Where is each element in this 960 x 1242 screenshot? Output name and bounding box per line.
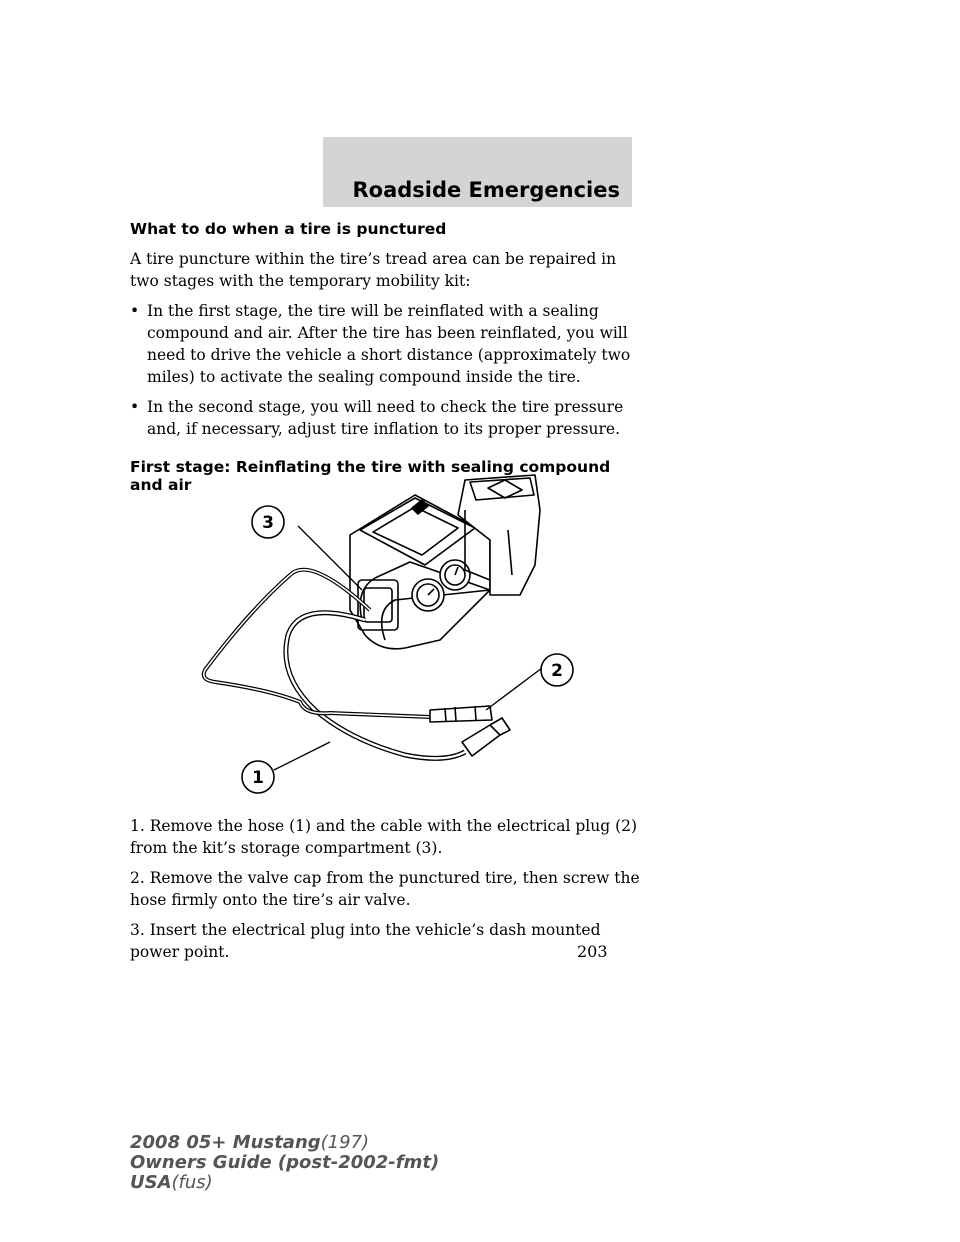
page-number: 203 (577, 942, 608, 961)
footer-line-3 (130, 1173, 439, 1193)
valve-connector (462, 725, 500, 756)
footer-market: USA (130, 1172, 172, 1193)
callout-label-3: 3 (262, 513, 274, 533)
section-title: Roadside Emergencies (352, 178, 620, 202)
bullet-text: In the first stage, the tire will be reinflated with a sealing compound and air. After the tire has been reinflated, you will need to drive the vehicle a short distance (approximately two miles) to activate the sealing compound inside the tire. (147, 302, 631, 386)
footer-model: 2008 05+ Mustang (130, 1132, 321, 1153)
bullet-icon: • (130, 398, 140, 416)
callout-label-1: 1 (252, 768, 264, 788)
callout-label-2: 2 (551, 661, 563, 681)
footer-model-code: (197) (320, 1132, 370, 1153)
footer-line-2 (130, 1153, 439, 1173)
heading-first-stage: First stage: Reinflating the tire with sealing compound and air (130, 458, 611, 494)
mobility-kit-illustration (190, 470, 590, 800)
footer-guide: Owners Guide (post-2002-fmt) (130, 1152, 440, 1173)
step-item: 3. Insert the electrical plug into the vehicle’s dash mounted power point. (130, 921, 601, 961)
steps-list (130, 815, 640, 971)
step-item: 1. Remove the hose (1) and the cable with the electrical plug (2) from the kit’s storage compartment (3). (130, 817, 638, 857)
bullet-text: In the second stage, you will need to check the tire pressure and, if necessary, adjust tire inflation to its proper pressure. (147, 398, 624, 438)
bullet-icon: • (130, 302, 140, 320)
bullet-item (130, 300, 640, 388)
footer-line-1 (130, 1133, 439, 1153)
bullet-item (130, 396, 640, 440)
step-item: 2. Remove the valve cap from the punctured tire, then screw the hose firmly onto the tire’s air valve. (130, 869, 640, 909)
leader-line-1 (274, 742, 330, 770)
body-text (130, 220, 640, 504)
intro-paragraph: A tire puncture within the tire’s tread area can be repaired in two stages with the temporary mobility kit: (130, 250, 617, 290)
heading-tire-punctured: What to do when a tire is punctured (130, 220, 447, 238)
section-header-band (323, 137, 632, 207)
document-footer (130, 1133, 439, 1193)
electrical-plug (430, 706, 492, 722)
leader-line-2 (486, 668, 542, 710)
footer-market-code: (fus) (171, 1172, 213, 1193)
